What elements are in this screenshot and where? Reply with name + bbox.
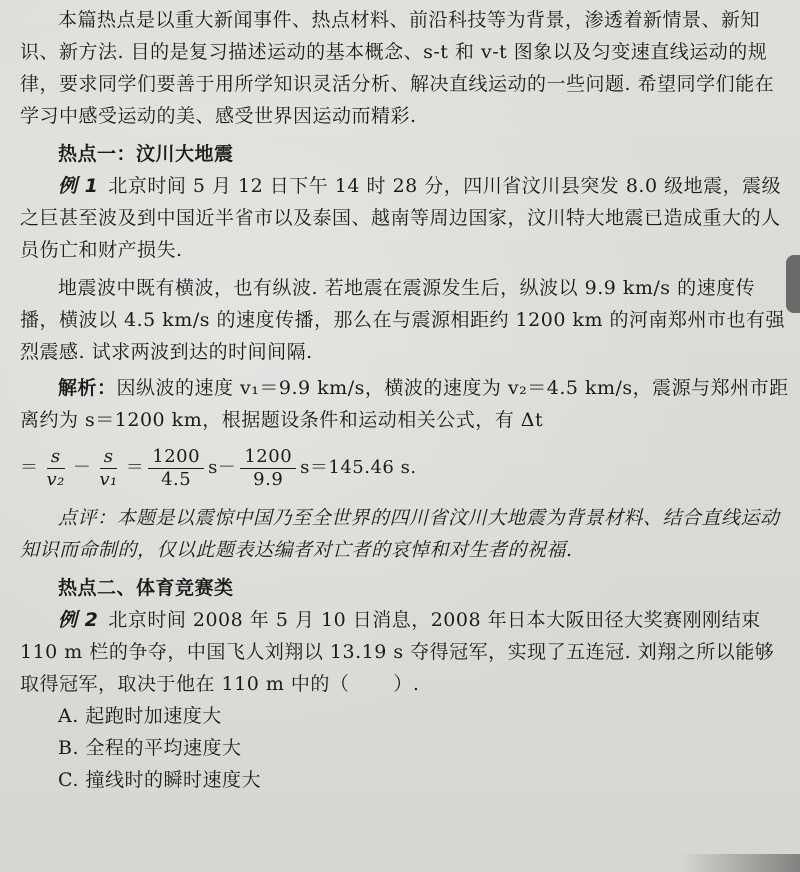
comment-paragraph: 点评：本题是以震惊中国乃至全世界的四川省汶川大地震为背景材料、结合直线运动知识而命制的，仅以此题表达编者对亡者的哀悼和对生者的祝福.	[20, 507, 780, 561]
page-corner-shadow	[680, 854, 800, 872]
option-a: A. 起跑时加速度大	[58, 705, 222, 727]
example-1-question: 地震波中既有横波，也有纵波. 若地震在震源发生后，纵波以 9.9 km/s 的速度传播，横波以 4.5 km/s 的速度传播，那么在与震源相距约 1200 km 的河南郑州市也有强烈震感. 试求两波到达的时间间隔.	[20, 277, 786, 363]
fraction-numerator: 1200	[240, 446, 296, 469]
formula-unit-minus: s－	[208, 457, 237, 478]
formula-equals: ＝	[20, 457, 39, 478]
example-1-text: 北京时间 5 月 12 日下午 14 时 28 分，四川省汶川县突发 8.0 级地震，震级之巨甚至波及到中国近半省市以及泰国、越南等周边国家，汶川特大地震已造成重大的人员伤亡和财产损失.	[20, 175, 782, 261]
example-2-end: ）.	[393, 673, 420, 695]
hotspot-1-heading: 热点一：汶川大地震	[58, 143, 234, 165]
example-1	[20, 170, 790, 266]
solution	[20, 372, 790, 436]
fraction-denominator: v₁	[99, 468, 118, 490]
option-c: C. 撞线时的瞬时速度大	[58, 769, 261, 791]
example-2	[20, 604, 790, 700]
fraction-numerator: s	[100, 446, 118, 469]
solution-text: 因纵波的速度 v₁＝9.9 km/s，横波的速度为 v₂＝4.5 km/s，震源与郑州市距离约为 s＝1200 km，根据题设条件和运动相关公式，有 Δt	[20, 377, 789, 431]
formula-equals: ＝	[125, 457, 145, 478]
fraction-denominator: 4.5	[161, 468, 192, 490]
fraction-denominator: 9.9	[253, 468, 284, 490]
fraction-s-over-v1	[95, 446, 121, 491]
solution-label: 解析：	[58, 377, 117, 399]
fraction-1200-over-4.5	[148, 446, 204, 491]
page-text	[20, 4, 790, 796]
example-1-label: 例 1	[58, 175, 99, 197]
option-b: B. 全程的平均速度大	[58, 737, 242, 759]
example-2-label: 例 2	[58, 609, 99, 631]
formula-result: s＝145.46 s.	[300, 457, 417, 478]
solution-formula	[20, 438, 790, 498]
fraction-denominator: v₂	[46, 468, 65, 490]
intro-paragraph: 本篇热点是以重大新闻事件、热点材料、前沿科技等为背景，渗透着新情景、新知识、新方法. 目的是复习描述运动的基本概念、s-t 和 v-t 图象以及匀变速直线运动的规律，要求同学们要善于用所学知识灵活分析、解决直线运动的一些问题. 希望同学们能在学习中感受运动的美、感受世界因运动而精彩.	[20, 9, 775, 127]
fraction-1200-over-9.9	[240, 446, 296, 491]
hotspot-2-heading: 热点二、体育竞赛类	[58, 577, 234, 599]
example-2-text: 北京时间 2008 年 5 月 10 日消息，2008 年日本大阪田径大奖赛刚刚结束 110 m 栏的争夺，中国飞人刘翔以 13.19 s 夺得冠军，实现了五连冠. 刘翔之所以能够取得冠军，取决于他在 110 m 中的（	[20, 609, 775, 695]
fraction-numerator: 1200	[148, 446, 204, 469]
fraction-numerator: s	[47, 446, 65, 469]
fraction-s-over-v2	[43, 446, 69, 491]
formula-minus: －	[72, 457, 92, 478]
